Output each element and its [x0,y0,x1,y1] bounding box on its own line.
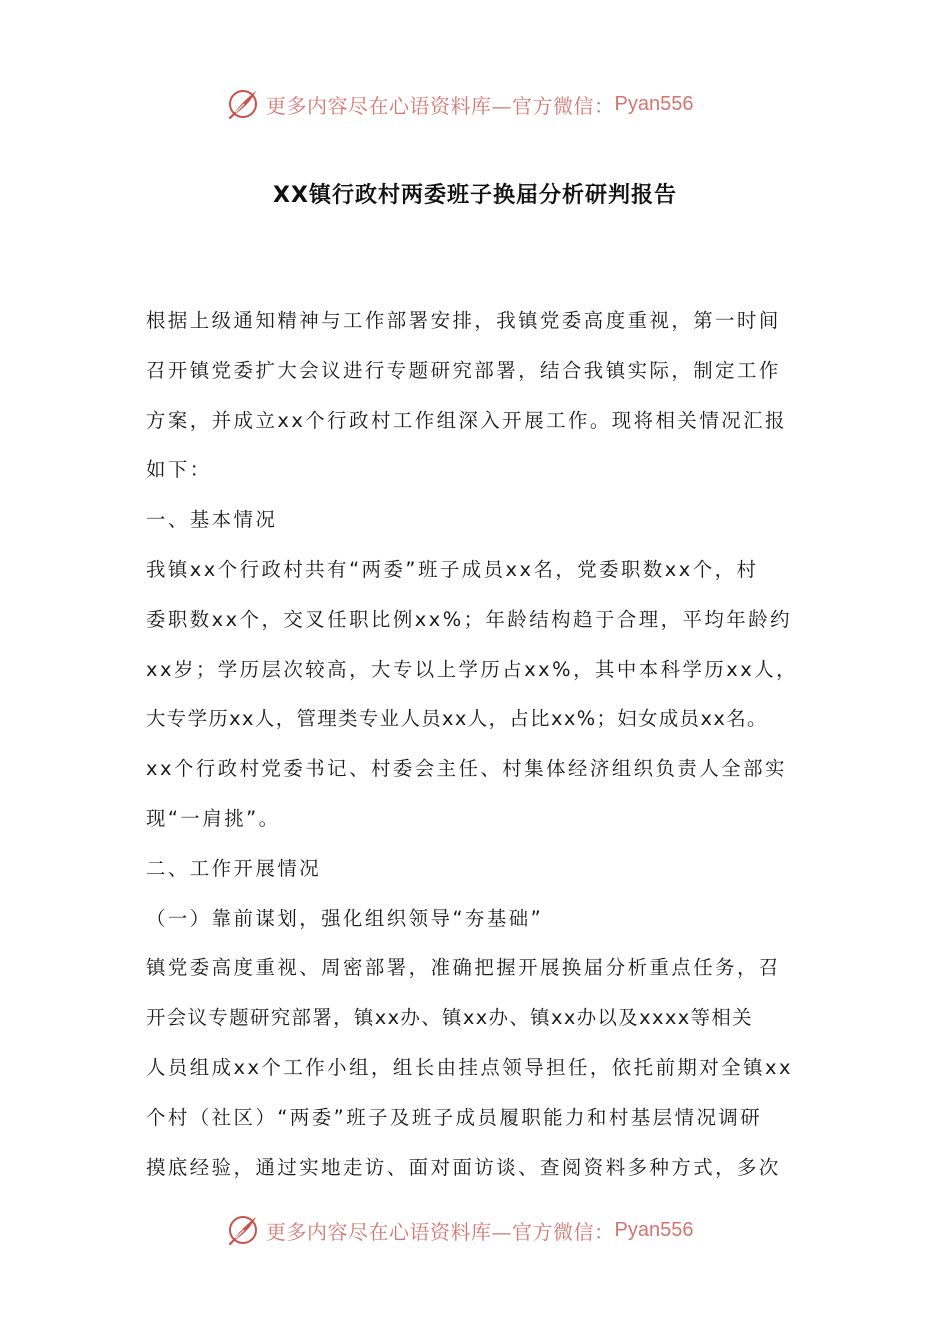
quill-logo-icon [226,1213,260,1247]
body-line: 根据上级通知精神与工作部署安排，我镇党委高度重视，第一时间 [146,309,781,332]
body-line: xx个行政村党委书记、村委会主任、村集体经济组织负责人全部实 [146,757,787,781]
header-watermark [226,84,693,124]
document-title: XX镇行政村两委班子换届分析研判报告 [273,183,677,208]
body-line: 如下： [146,458,212,482]
body-line: 开会议专题研究部署，镇xx办、镇xx办、镇xx办以及xxxx等相关 [146,1006,753,1030]
watermark-text: 更多内容尽在心语资料库—官方微信： [266,93,615,118]
watermark-text: 更多内容尽在心语资料库—官方微信： [266,1219,615,1244]
section-heading: 一、基本情况 [146,508,278,532]
body-line: 方案，并成立xx个行政村工作组深入开展工作。现将相关情况汇报 [146,408,787,432]
footer-watermark [226,1210,693,1250]
body-line: 镇党委高度重视、周密部署，准确把握开展换届分析重点任务，召 [146,956,781,980]
body-line: 摸底经验，通过实地走访、面对面访谈、查阅资料多种方式，多次 [146,1155,781,1179]
body-line: 召开镇党委扩大会议进行专题研究部署，结合我镇实际，制定工作 [146,358,781,382]
body-line: 委职数xx个，交叉任职比例xx%；年龄结构趋于合理，平均年龄约 [146,607,792,631]
body-line: 人员组成xx个工作小组，组长由挂点领导担任，依托前期对全镇xx [146,1055,793,1079]
watermark-wechat-id: Pyan556 [614,92,694,115]
body-line: xx岁；学历层次较高，大专以上学历占xx%，其中本科学历xx人， [146,657,799,681]
body-line: 现“一肩挑”。 [146,806,281,830]
quill-logo-icon [226,87,260,121]
body-line: 个村（社区）“两委”班子及班子成员履职能力和村基层情况调研 [146,1105,763,1129]
body-line: 大专学历xx人，管理类专业人员xx人，占比xx%；妇女成员xx名。 [146,707,768,731]
watermark-wechat-id: Pyan556 [614,1218,694,1241]
section-heading: 二、工作开展情况 [146,856,322,880]
document-body [146,296,814,1192]
body-line: 我镇xx个行政村共有“两委”班子成员xx名，党委职数xx个，村 [146,557,759,581]
subsection-heading: （一）靠前谋划，强化组织领导“夯基础” [146,906,544,930]
